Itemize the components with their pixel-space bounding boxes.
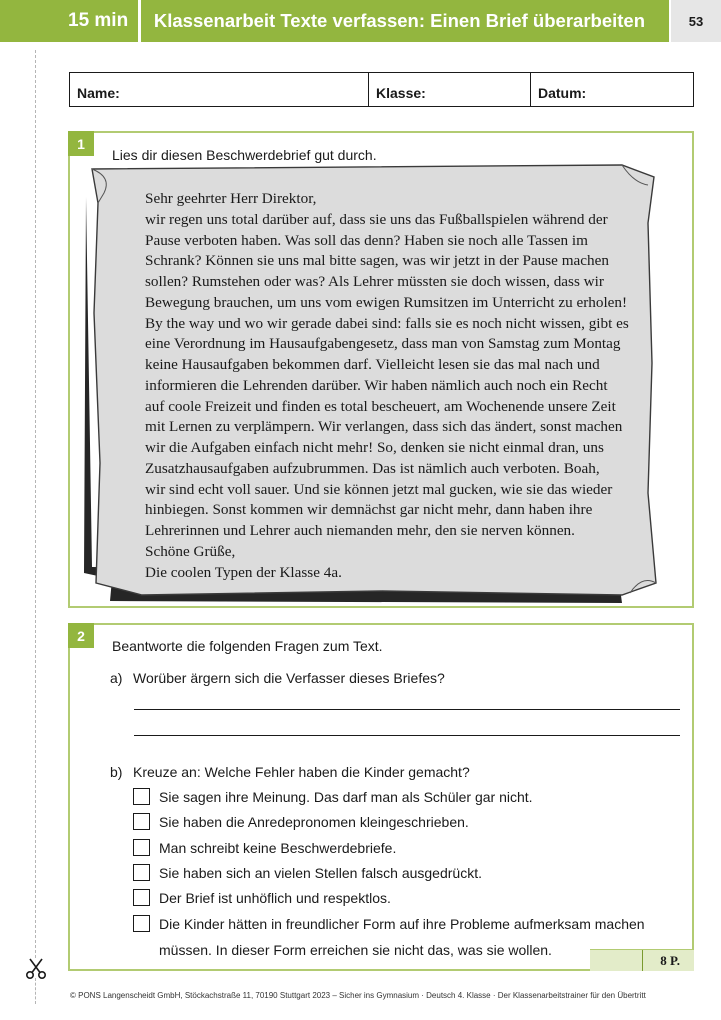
question-b [110, 764, 470, 780]
letter-line: Schrank? Können sie uns mal bitte sagen, was wir jetzt in der Pause machen [145, 252, 609, 270]
letter-line: Sehr geehrter Herr Direktor, [145, 190, 317, 207]
option-label: Sie haben sich an vielen Stellen falsch ausgedrückt. [159, 865, 482, 881]
letter-line: Schöne Grüße, [145, 542, 236, 560]
question-a [110, 670, 445, 686]
letter-line: informieren die Lehrenden darüber. Wir haben nämlich auch noch ein Recht [145, 376, 608, 394]
question-text: Kreuze an: Welche Fehler haben die Kinder gemacht? [133, 764, 470, 780]
question-text: Worüber ärgern sich die Verfasser dieses Briefes? [133, 670, 445, 686]
letter-line: sollen? Rumstehen oder was? Als Lehrer müssten sie doch wissen, dass wir [145, 273, 604, 290]
answer-line[interactable] [134, 709, 680, 710]
letter-line: wir regen uns total darüber auf, dass sie uns das Fußballspielen während der [145, 210, 608, 228]
task-instruction: Beantworte die folgenden Fragen zum Text. [112, 638, 383, 654]
checkbox[interactable] [133, 889, 150, 906]
question-label: b) [110, 764, 123, 780]
checkbox[interactable] [133, 839, 150, 856]
complaint-letter [145, 189, 640, 583]
checkbox[interactable] [133, 813, 150, 830]
letter-line: By the way und wo wir gerade dabei sind: falls sie es noch nicht wissen, gibt es [145, 314, 629, 332]
task-number: 2 [68, 623, 94, 648]
option-label: Die Kinder hätten in freundlicher Form auf ihre Probleme aufmerksam machen [159, 916, 645, 932]
name-field[interactable] [70, 73, 369, 106]
cut-line-bottom [35, 978, 36, 1004]
letter-line: hinbiegen. Sonst kommen wir demnächst gar nicht mehr, dann haben ihre [145, 501, 593, 519]
option-label: Man schreibt keine Beschwerdebriefe. [159, 840, 397, 856]
letter-line: mit Lernen zu verplämpern. Wir verlangen, dass sich das ändert, sonst machen [145, 418, 623, 436]
option-continuation: müssen. In dieser Form erreichen sie nicht das, was sie wollen. [159, 942, 552, 958]
checkbox[interactable] [133, 915, 150, 932]
letter-line: Die coolen Typen der Klasse 4a. [145, 563, 342, 581]
option-label: Sie haben die Anredepronomen kleingeschrieben. [159, 814, 469, 830]
cut-line [35, 50, 36, 958]
date-field[interactable] [531, 73, 693, 106]
scissors-icon [22, 956, 50, 980]
time-label: 15 min [0, 0, 138, 42]
letter-line: wir die Aufgaben einfach nicht mehr! So, denken sie nicht einmal dran, uns [145, 439, 604, 456]
points-value: 8 P. [642, 950, 694, 971]
class-label: Klasse: [376, 85, 426, 101]
page-number: 53 [671, 0, 721, 42]
letter-line: eine Verordnung im Hausaufgabengesetz, dass man von Samstag zum Montag [145, 335, 621, 353]
task-instruction: Lies dir diesen Beschwerdebrief gut durch. [112, 147, 377, 163]
page-title: Klassenarbeit Texte verfassen: Einen Brief überarbeiten [141, 0, 669, 42]
checkbox[interactable] [133, 788, 150, 805]
option-label: Der Brief ist unhöflich und respektlos. [159, 890, 391, 906]
student-info-row [69, 72, 694, 107]
question-label: a) [110, 670, 123, 686]
task-number: 1 [68, 131, 94, 156]
letter-line: keine Hausaufgaben bekommen darf. Vielleicht lesen sie das mal nach und [145, 356, 600, 373]
date-label: Datum: [538, 85, 587, 101]
points-blank [590, 950, 642, 971]
name-label: Name: [77, 85, 120, 101]
checkbox[interactable] [133, 864, 150, 881]
answer-line[interactable] [134, 735, 680, 736]
points-box [590, 949, 694, 971]
letter-line: auf coole Freizeit und finden es total bescheuert, am Wochenende unsere Zeit [145, 397, 616, 415]
class-field[interactable] [369, 73, 531, 106]
letter-line: Lehrerinnen und Lehrer auch niemanden mehr, den sie nerven können. [145, 522, 575, 539]
letter-line: Bewegung brauchen, um uns vom ewigen Rumsitzen im Unterricht zu erholen! [145, 293, 628, 311]
option-label: Sie sagen ihre Meinung. Das darf man als Schüler gar nicht. [159, 789, 533, 805]
letter-line: wir sind echt voll sauer. Und sie können jetzt mal gucken, wie sie das wieder [145, 480, 613, 498]
letter-line: Pause verboten haben. Was soll das denn? Haben sie noch alle Tassen im [145, 231, 588, 249]
copyright-footer: © PONS Langenscheidt GmbH, Stöckachstraße 11, 70190 Stuttgart 2023 – Sicher ins Gymnasium · Deutsch 4. Klasse · Der Klassenarbeitstrainer für den Übertritt [70, 991, 646, 1000]
letter-line: Zusatzhausaufgaben aufzubrummen. Das ist nämlich auch verboten. Boah, [145, 459, 600, 477]
